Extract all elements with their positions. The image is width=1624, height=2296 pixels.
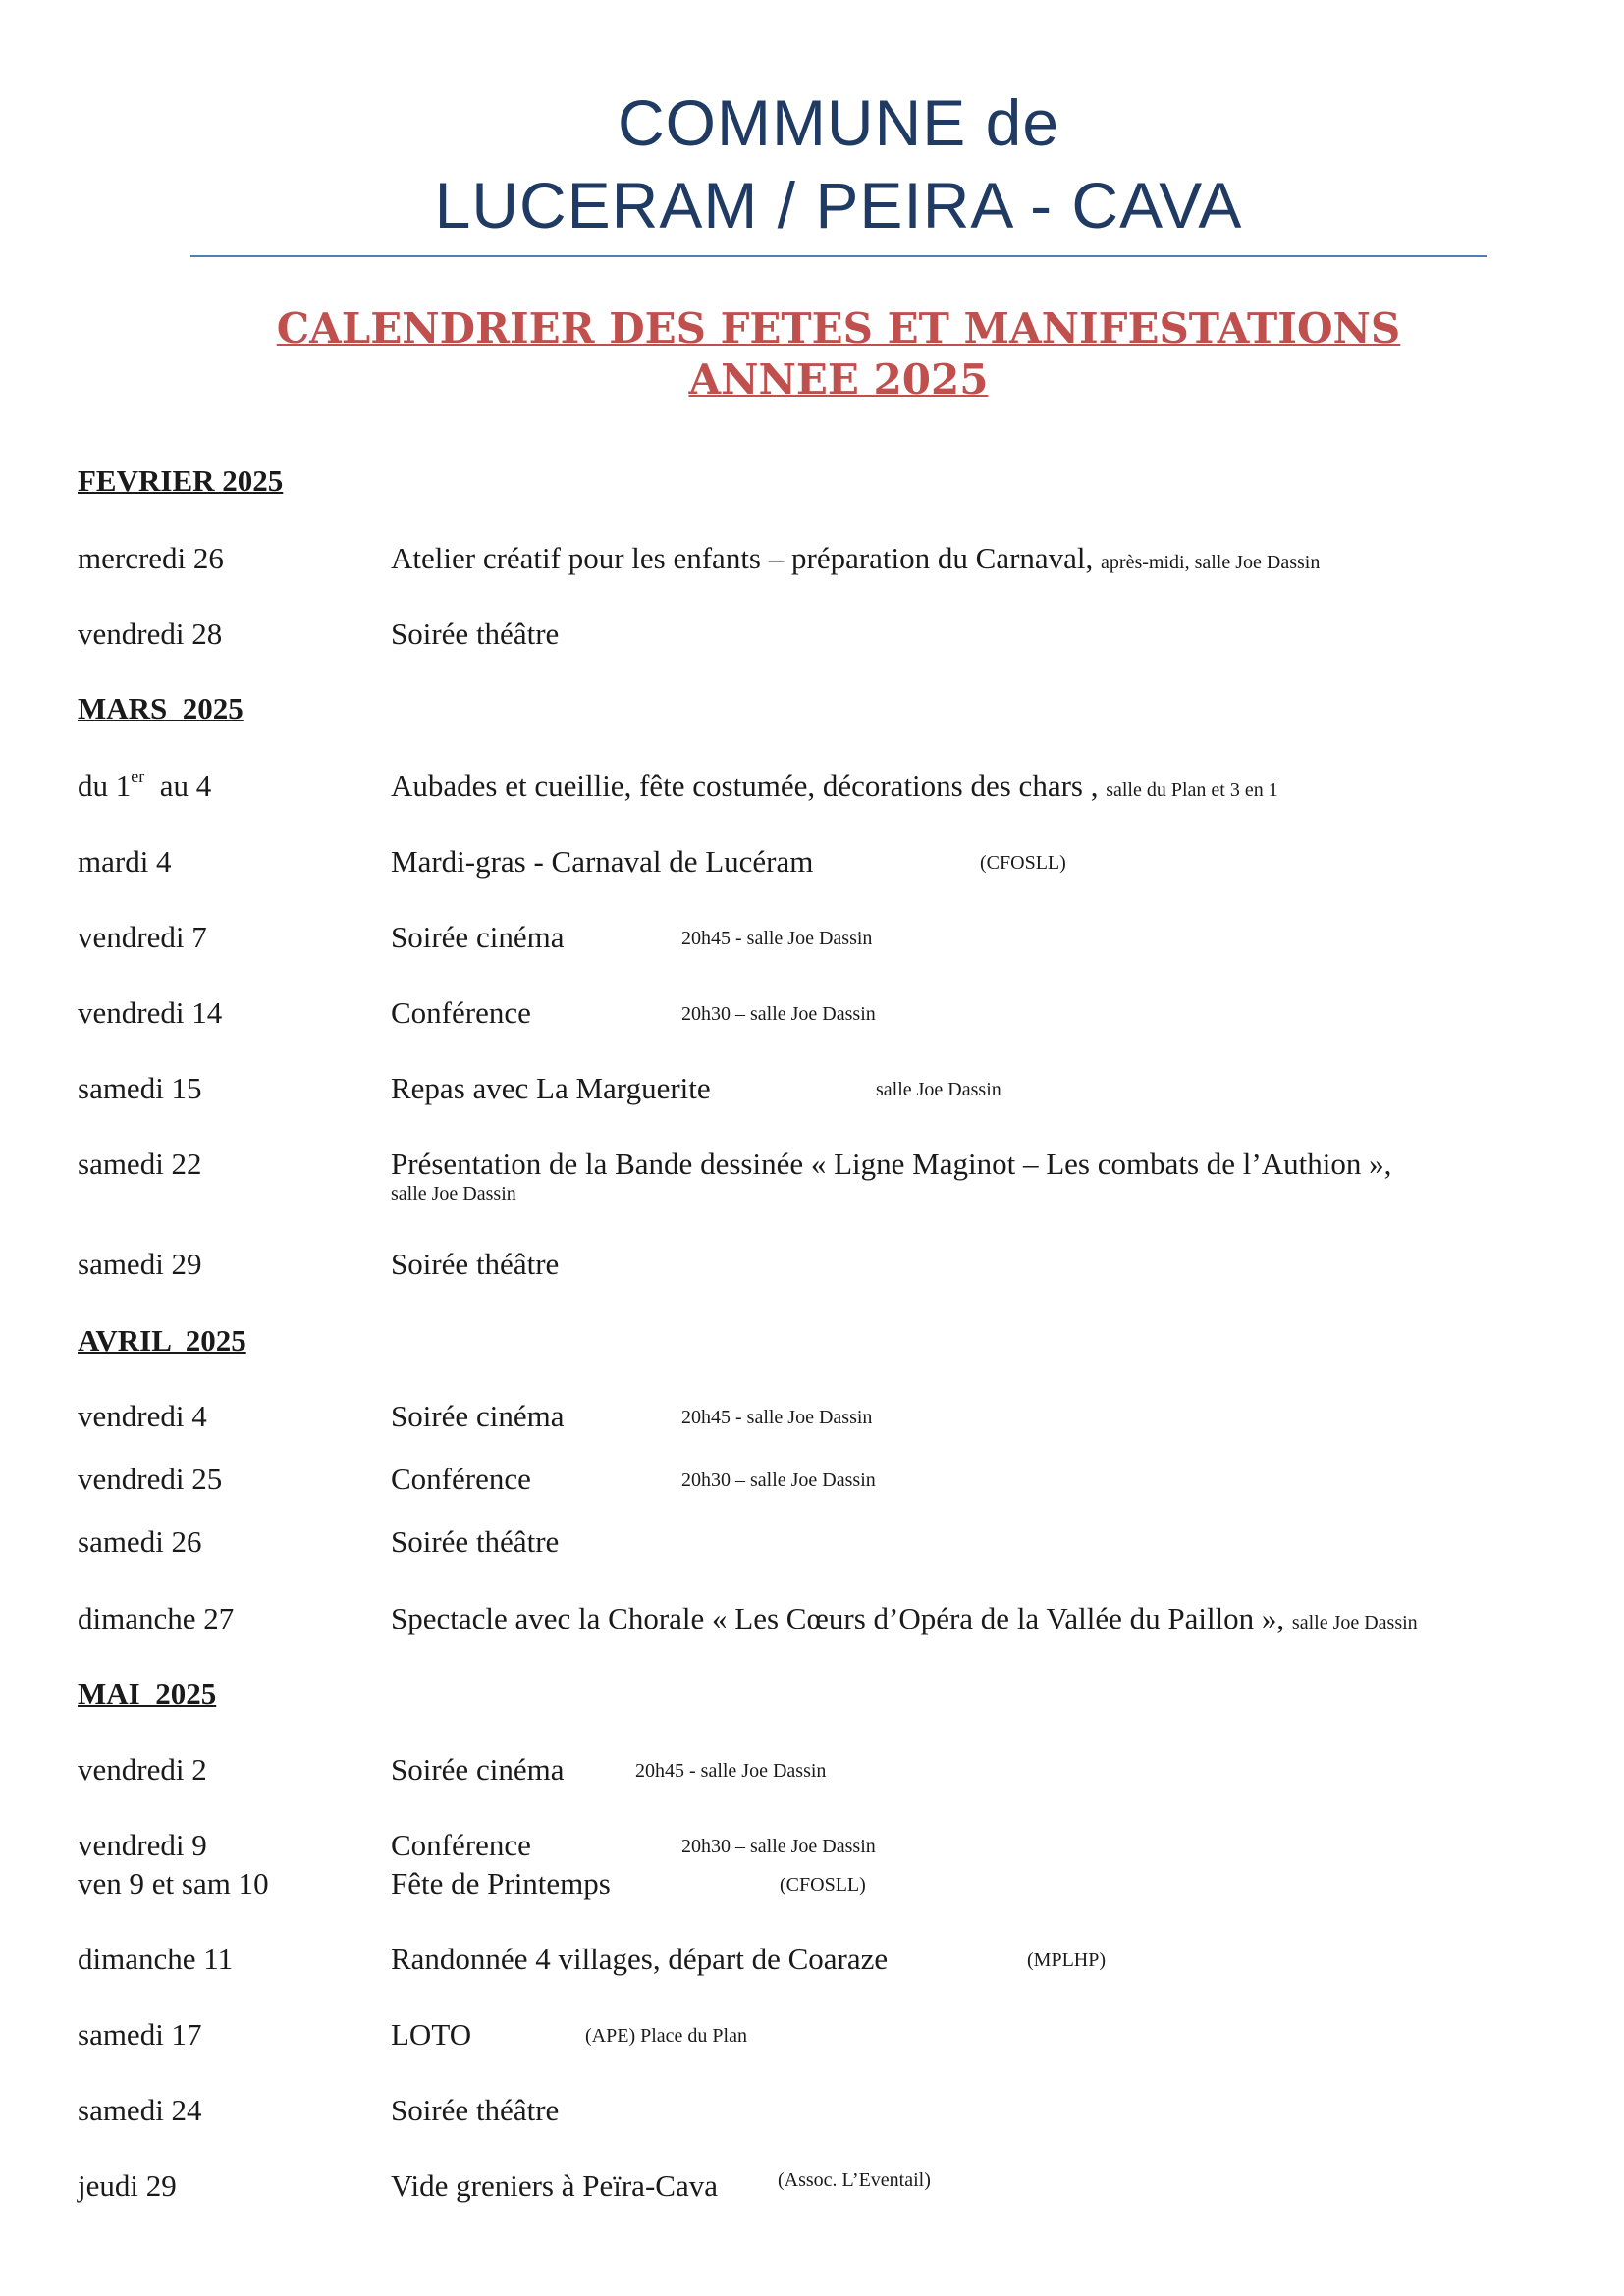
event-title: Spectacle avec la Chorale « Les Cœurs d’Opéra de la Vallée du Paillon », salle Joe Dassin	[391, 1601, 1418, 1635]
event-note: 20h45 - salle Joe Dassin	[681, 1407, 873, 1428]
event-date: vendredi 2	[78, 1752, 207, 1787]
event-title: Soirée théâtre	[391, 2093, 560, 2127]
event-title: Repas avec La Marguerite	[391, 1071, 711, 1105]
event-title: Présentation de la Bande dessinée « Ligne Maginot – Les combats de l’Authion »,	[391, 1147, 1392, 1181]
event-title: Soirée théâtre	[391, 1247, 560, 1281]
event-title: Conférence	[391, 1828, 531, 1862]
event-date: vendredi 14	[78, 995, 223, 1030]
event-note: (MPLHP)	[1027, 1949, 1107, 1971]
event-title: Vide greniers à Peïra-Cava	[391, 2168, 718, 2203]
event-note: (APE) Place du Plan	[585, 2025, 747, 2047]
event-title: Atelier créatif pour les enfants – préparation du Carnaval, après-midi, salle Joe Dassin	[391, 541, 1321, 575]
event-title: Fête de Printemps	[391, 1866, 611, 1900]
calendar-title-line2: ANNEE 2025	[688, 355, 989, 403]
calendar-title-line1: CALENDRIER DES FETES ET MANIFESTATIONS	[276, 304, 1401, 352]
month-heading-fevrier: FEVRIER 2025	[78, 463, 284, 498]
event-title: Soirée cinéma	[391, 1399, 565, 1433]
page-title-line1: COMMUNE de	[617, 86, 1060, 159]
event-date: vendredi 7	[78, 920, 207, 954]
event-note: salle Joe Dassin	[1291, 1612, 1418, 1633]
event-note: après-midi, salle Joe Dassin	[1101, 552, 1321, 573]
event-title: Soirée théâtre	[391, 1524, 560, 1559]
month-heading-mars: MARS 2025	[78, 691, 244, 725]
event-note: (CFOSLL)	[780, 1874, 866, 1896]
event-note: 20h30 – salle Joe Dassin	[681, 1469, 876, 1491]
event-note: salle Joe Dassin	[876, 1079, 1001, 1100]
event-title: Randonnée 4 villages, départ de Coaraze	[391, 1942, 889, 1976]
event-note: 20h45 - salle Joe Dassin	[681, 928, 873, 949]
event-date: vendredi 25	[78, 1462, 223, 1496]
event-date: dimanche 27	[78, 1601, 235, 1635]
page-title-line2: LUCERAM / PEIRA - CAVA	[434, 169, 1243, 241]
event-title: Soirée théâtre	[391, 616, 560, 651]
event-date: vendredi 28	[78, 616, 223, 651]
event-note: 20h45 - salle Joe Dassin	[635, 1760, 827, 1782]
event-date: mercredi 26	[78, 541, 224, 575]
event-note: (CFOSLL)	[980, 852, 1066, 874]
event-date: jeudi 29	[78, 2168, 177, 2203]
event-title: Conférence	[391, 1462, 531, 1496]
month-heading-mai: MAI 2025	[78, 1677, 217, 1711]
event-note: salle Joe Dassin	[391, 1183, 516, 1204]
event-date: ven 9 et sam 10	[78, 1866, 269, 1900]
event-title: Soirée cinéma	[391, 1752, 565, 1787]
month-heading-avril: AVRIL 2025	[78, 1323, 246, 1358]
event-title: Mardi-gras - Carnaval de Lucéram	[391, 844, 814, 879]
event-date: samedi 29	[78, 1247, 202, 1281]
event-date: samedi 15	[78, 1071, 202, 1105]
event-date: vendredi 9	[78, 1828, 207, 1862]
event-note: 20h30 – salle Joe Dassin	[681, 1003, 876, 1025]
event-note: salle du Plan et 3 en 1	[1106, 779, 1278, 801]
event-date: mardi 4	[78, 844, 172, 879]
event-note: 20h30 – salle Joe Dassin	[681, 1836, 876, 1857]
title-divider	[190, 255, 1487, 257]
event-title: Aubades et cueillie, fête costumée, décorations des chars , salle du Plan et 3 en 1	[391, 769, 1278, 803]
event-date: samedi 22	[78, 1147, 202, 1181]
event-date: samedi 24	[78, 2093, 202, 2127]
event-date: samedi 17	[78, 2017, 202, 2052]
event-title: Conférence	[391, 995, 531, 1030]
event-date: du 1er au 4	[78, 767, 212, 803]
event-title: Soirée cinéma	[391, 920, 565, 954]
event-title: LOTO	[391, 2017, 472, 2052]
event-date: vendredi 4	[78, 1399, 207, 1433]
event-date: dimanche 11	[78, 1942, 234, 1976]
event-date: samedi 26	[78, 1524, 202, 1559]
event-note: (Assoc. L’Eventail)	[778, 2169, 931, 2191]
